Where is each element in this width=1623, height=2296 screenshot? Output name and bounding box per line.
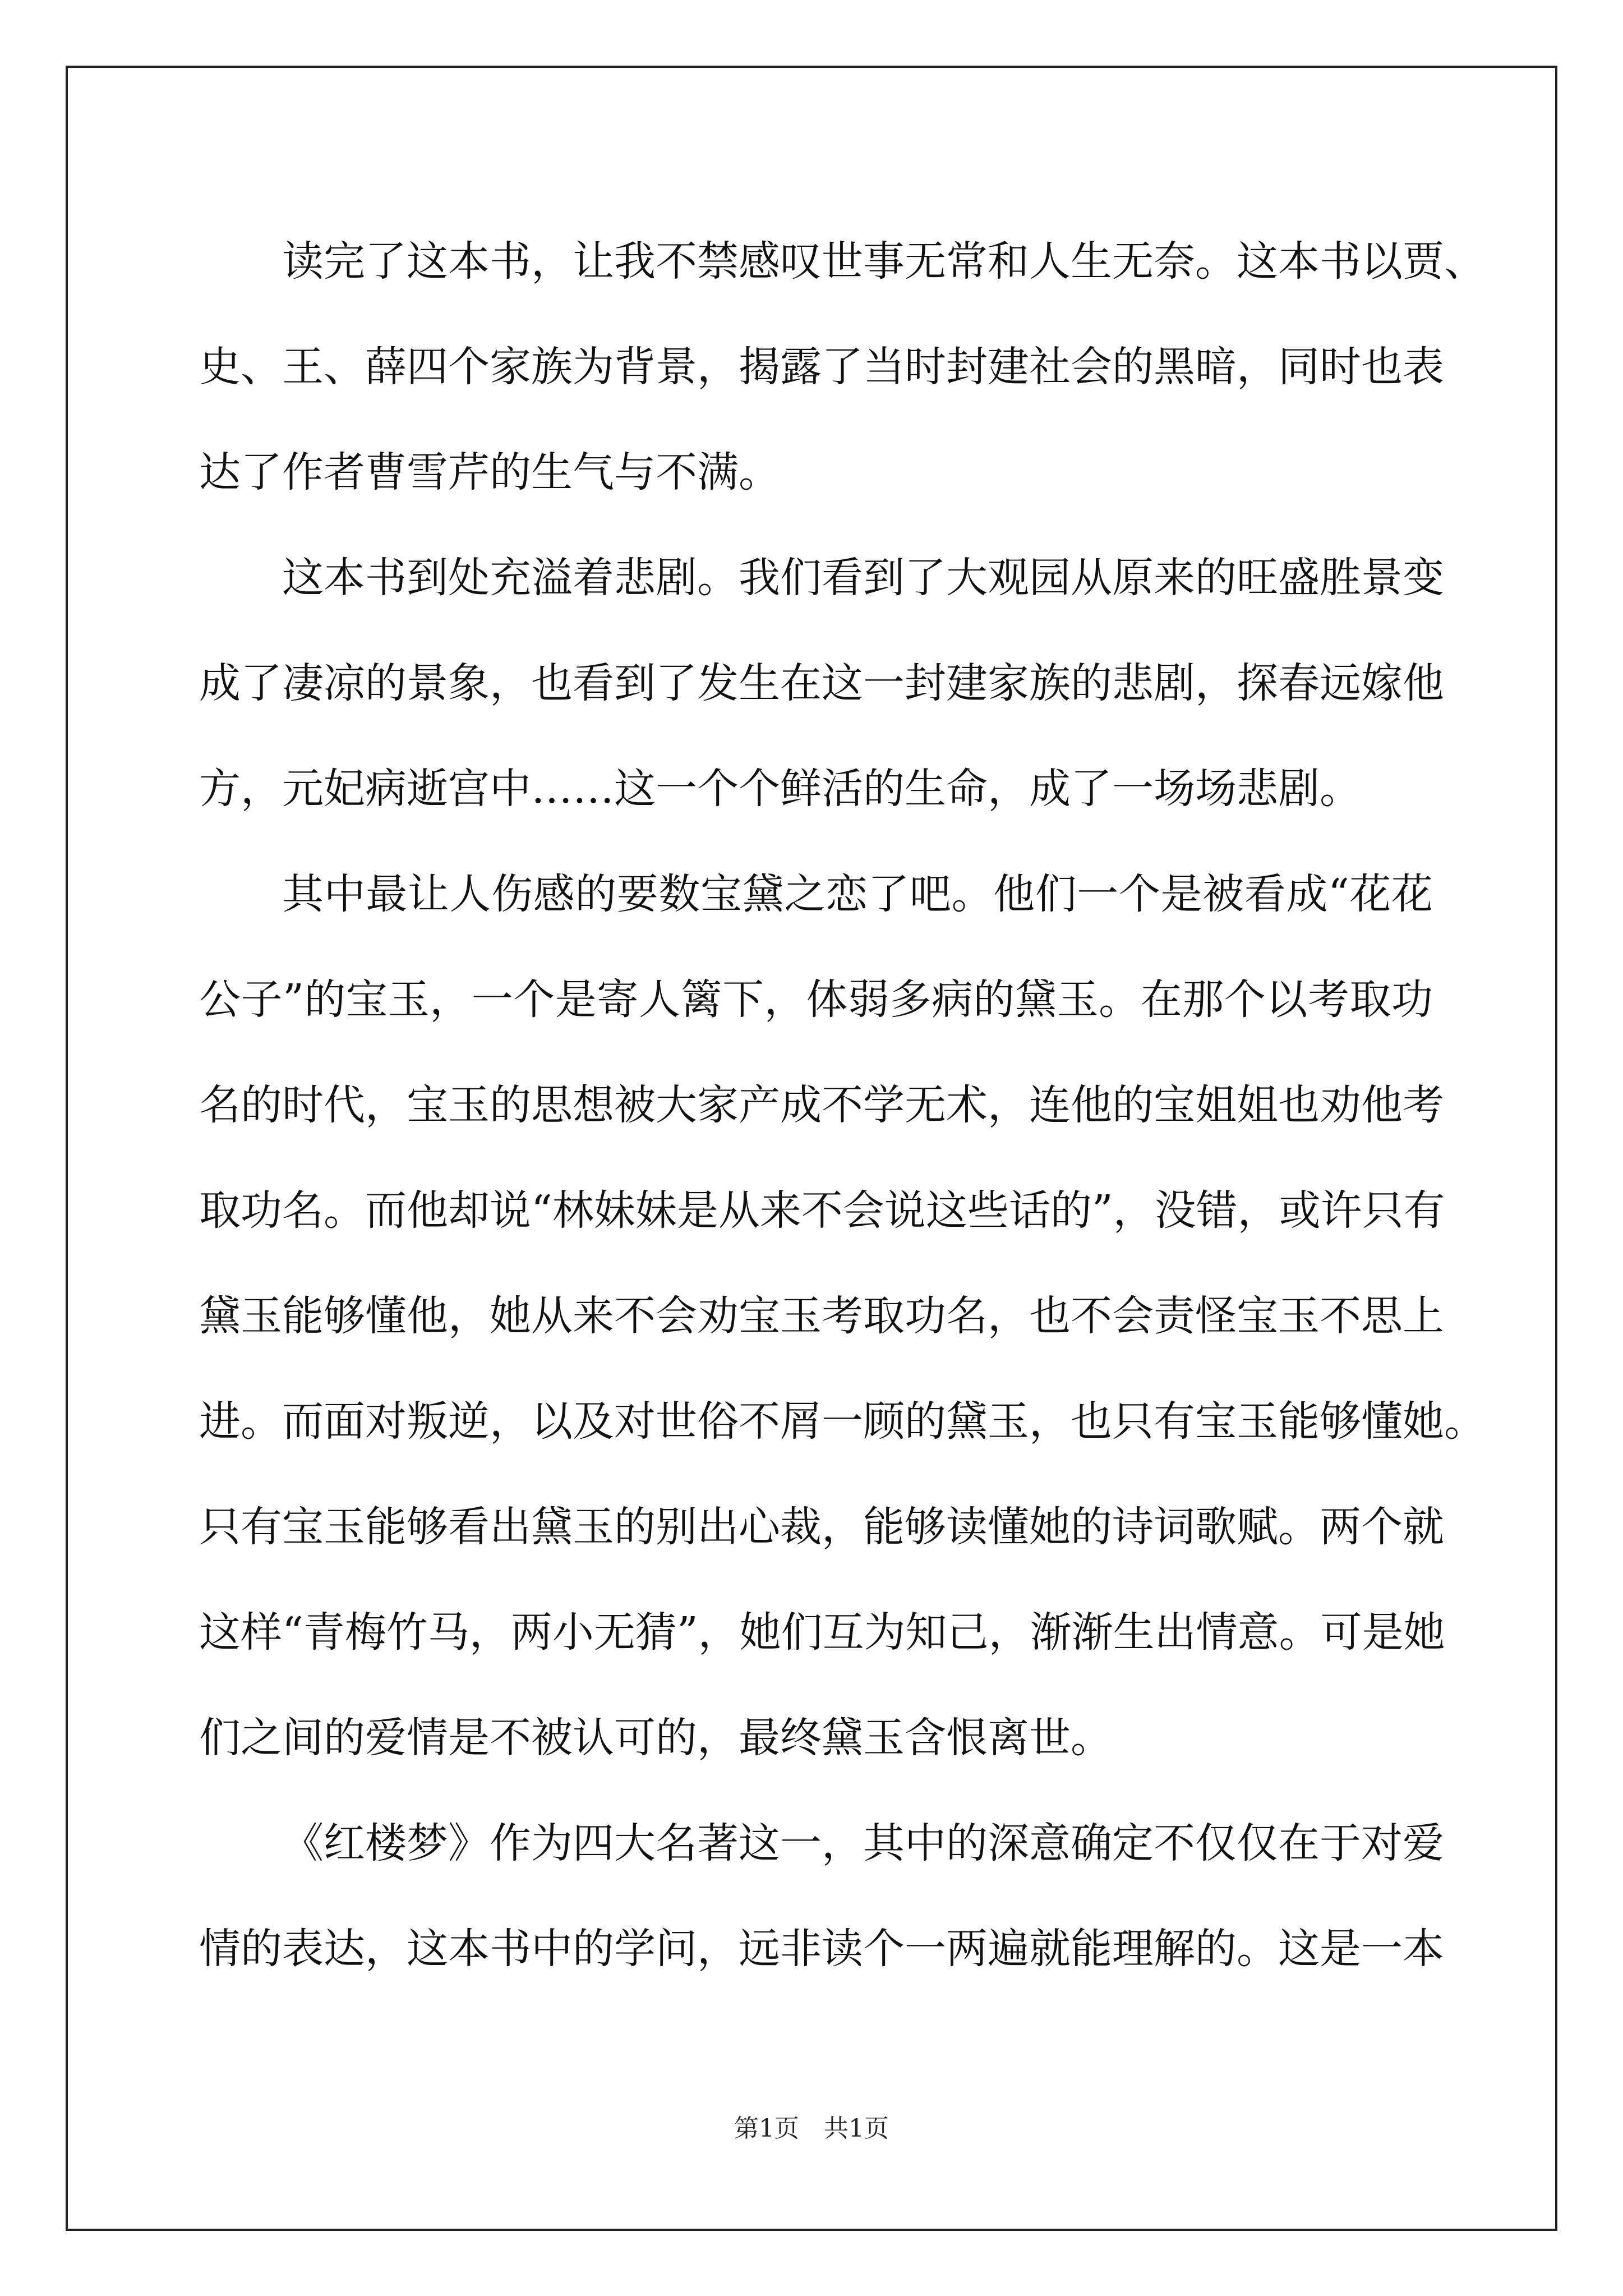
paragraph-1-line-3: 达了作者曹雪芹的生气与不满。	[199, 448, 780, 496]
paragraph-2-line-1: 这本书到处充溢着悲剧。我们看到了大观园从原来的旺盛胜景变	[282, 554, 1444, 602]
paragraph-3-line-1: 其中最让人伤感的要数宝黛之恋了吧。他们一个是被看成“花花	[282, 870, 1433, 918]
paragraph-3-line-5: 黛玉能够懂他，她从来不会劝宝玉考取功名，也不会责怪宝玉不思上	[199, 1292, 1444, 1340]
paragraph-2-line-2: 成了凄凉的景象，也看到了发生在这一封建家族的悲剧，探春远嫁他	[199, 659, 1444, 707]
paragraph-3-line-8: 这样“青梅竹马，两小无猜”，她们互为知己，渐渐生出情意。可是她	[199, 1608, 1445, 1657]
paragraph-1-line-2: 史、王、薛四个家族为背景，揭露了当时封建社会的黑暗，同时也表	[199, 343, 1444, 391]
paragraph-3-line-7: 只有宝玉能够看出黛玉的别出心裁，能够读懂她的诗词歌赋。两个就	[199, 1503, 1444, 1551]
paragraph-3-line-3: 名的时代，宝玉的思想被大家产成不学无术，连他的宝姐姐也劝他考	[199, 1081, 1444, 1129]
paragraph-1-line-1: 读完了这本书，让我不禁感叹世事无常和人生无奈。这本书以贾、	[282, 237, 1486, 286]
paragraph-2-line-3: 方，元妃病逝宫中……这一个个鲜活的生命，成了一场场悲剧。	[199, 765, 1361, 813]
paragraph-3-line-4: 取功名。而他却说“林妹妹是从来不会说这些话的”，没错，或许只有	[199, 1186, 1445, 1235]
paragraph-4-line-2: 情的表达，这本书中的学问，远非读个一两遍就能理解的。这是一本	[199, 1925, 1444, 1973]
page-number: 第1页	[734, 2114, 799, 2143]
paragraph-3-line-6: 进。而面对叛逆，以及对世俗不屑一顾的黛玉，也只有宝玉能够懂她。	[199, 1397, 1486, 1446]
paragraph-3-line-2: 公子”的宝玉，一个是寄人篱下，体弱多病的黛玉。在那个以考取功	[199, 976, 1433, 1024]
document-body	[199, 209, 1486, 2001]
paragraph-3-line-9: 们之间的爱情是不被认可的，最终黛玉含恨离世。	[199, 1714, 1112, 1762]
page-total: 共1页	[824, 2114, 889, 2143]
paragraph-4-line-1: 《红楼梦》作为四大名著这一，其中的深意确定不仅仅在于对爱	[282, 1819, 1444, 1867]
page-footer	[0, 2112, 1623, 2146]
